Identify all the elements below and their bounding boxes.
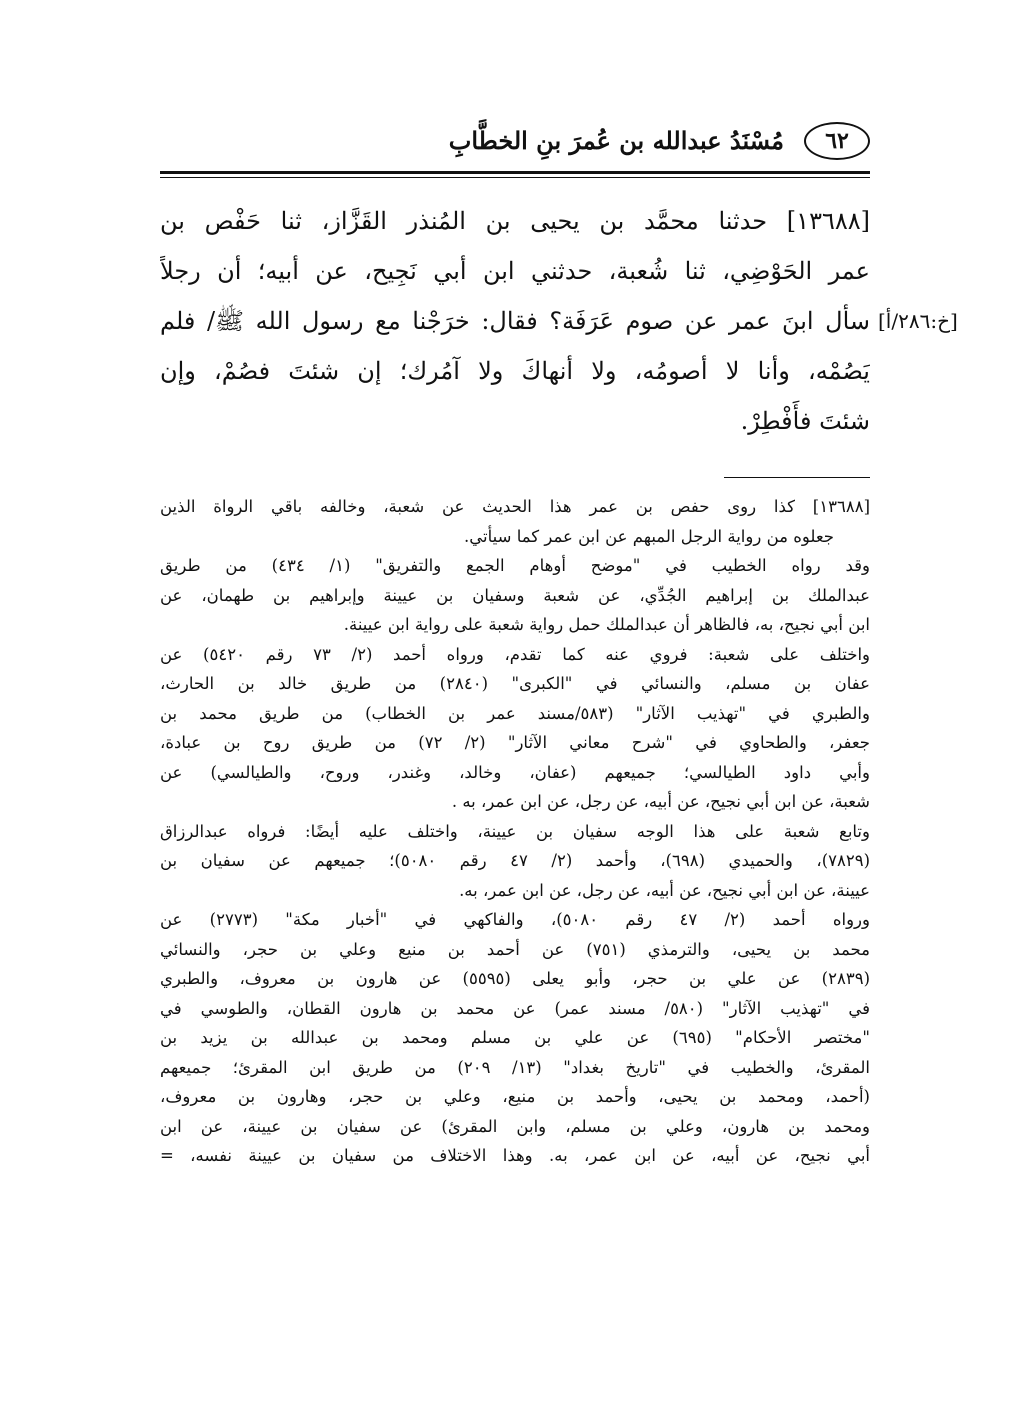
footnote-line: عيينة، عن ابن أبي نجيح، عن أبيه، عن رجل، عن ابن عمر، به. [459, 880, 870, 900]
footnote-separator [724, 477, 870, 478]
header-rule-thin [160, 177, 870, 178]
footnote-line: واختلف على شعبة: فروي عنه كما تقدم، ورواه أحمد (٢/ ٧٣ رقم ٥٤٢٠) عن [160, 644, 870, 664]
footnote-line: أبي نجيح، عن أبيه، عن ابن عمر، به. وهذا الاختلاف من سفيان بن عيينة نفسه، = [160, 1146, 870, 1165]
footnotes [160, 492, 870, 1171]
footnote-line: وأبي داود الطيالسي؛ جميعهم (عفان، وخالد، وغندر، وروح، والطيالسي) عن [160, 762, 870, 782]
footnote-line: ومحمد بن هارون، وعلي بن مسلم، وابن المقرئ) عن سفيان بن عيينة، عن ابن [160, 1116, 870, 1136]
footnote-line: عفان بن مسلم، والنسائي في "الكبرى" (٢٨٤٠) من طريق خالد بن الحارث، [160, 674, 870, 693]
manuscript-margin-note: [خ:٢٨٦/أ] [878, 309, 958, 333]
footnote-line: في "تهذيب الآثار" (٥٨٠/ مسند عمر) عن محمد بن هارون القطان، والطوسي في [160, 998, 870, 1018]
footnote-line: (أحمد، ومحمد بن يحيى، وأحمد بن منيع، وعلي بن حجر، وهارون بن معروف، [160, 1087, 870, 1106]
footnote-line: جعفر، والطحاوي في "شرح معاني الآثار" (٢/ ٧٢) من طريق روح بن عبادة، [160, 733, 870, 752]
page-number: ٦٢ [804, 122, 870, 160]
hadith-text [160, 196, 870, 446]
footnote-line: وتابع شعبة على هذا الوجه سفيان بن عيينة، واختلف عليه أيضًا: فرواه عبدالرزاق [160, 821, 870, 841]
footnote-line: ورواه أحمد (٢/ ٤٧ رقم ٥٠٨٠)، والفاكهي في "أخبار مكة" (٢٧٧٣) عن [160, 910, 870, 929]
running-title: مُسْنَدُ عبدالله بن عُمرَ بنِ الخطَّابِ [448, 126, 784, 155]
footnote-line: ابن أبي نجيح، به، فالظاهر أن عبدالملك حمل رواية شعبة على رواية ابن عيينة. [343, 615, 870, 634]
footnote-line: عبدالملك بن إبراهيم الجُدِّي، عن شعبة وسفيان بن عيينة وإبراهيم بن طهمان، عن [160, 585, 870, 605]
footnote-line: "مختصر الأحكام" (٦٩٥) عن علي بن مسلم ومحمد بن عبدالله بن يزيد بن [160, 1028, 870, 1047]
hadith-line: يَصُمْه، وأنا لا أصومُه، ولا أنهاكَ ولا آمُرك؛ إن شئتَ فصُمْ، وإن [160, 357, 870, 385]
page-header [160, 118, 870, 168]
footnote-line: المقرئ، والخطيب في "تاريخ بغداد" (١٣/ ٢٠٩) من طريق ابن المقرئ؛ جميعهم [160, 1057, 870, 1077]
footnote-line: [١٣٦٨٨] كذا روى حفص بن عمر هذا الحديث عن شعبة، وخالفه باقي الرواة الذين [160, 497, 870, 516]
footnote-line: جعلوه من رواية الرجل المبهم عن ابن عمر كما سيأتي. [464, 526, 834, 546]
hadith-line: عمر الحَوْضِي، ثنا شُعبة، حدثني ابن أبي نَجِيح، عن أبيه؛ أن رجلاً [160, 257, 870, 285]
footnote-line: محمد بن يحيى، والترمذي (٧٥١) عن أحمد بن منيع وعلي بن حجر، والنسائي [160, 939, 870, 959]
footnote-line: شعبة، عن ابن أبي نجيح، عن أبيه، عن رجل، عن ابن عمر، به . [451, 792, 870, 811]
footnote-line: (٧٨٢٩)، والحميدي (٦٩٨)، وأحمد (٢/ ٤٧ رقم ٥٠٨٠)؛ جميعهم عن سفيان بن [160, 851, 870, 870]
header-rule-thick [160, 171, 870, 174]
footnote-line: والطبري في "تهذيب الآثار" (٥٨٣/مسند عمر بن الخطاب) من طريق محمد بن [160, 703, 870, 723]
hadith-line: شئتَ فأَفْطِرْ. [740, 407, 870, 435]
hadith-line: [١٣٦٨٨] حدثنا محمَّد بن يحيى بن المُنذر القَزَّاز، ثنا حَفْص بن [160, 207, 870, 235]
footnote-line: وقد رواه الخطيب في "موضح أوهام الجمع والتفريق" (١/ ٤٣٤) من طريق [160, 556, 870, 575]
footnote-line: (٢٨٣٩) عن علي بن حجر، وأبو يعلى (٥٥٩٥) عن هارون بن معروف، والطبري [160, 969, 870, 988]
hadith-line: سأل ابنَ عمر عن صوم عَرَفَة؟ فقال: خرَجْنا مع رسول الله ﷺ/ فلم [160, 307, 870, 335]
